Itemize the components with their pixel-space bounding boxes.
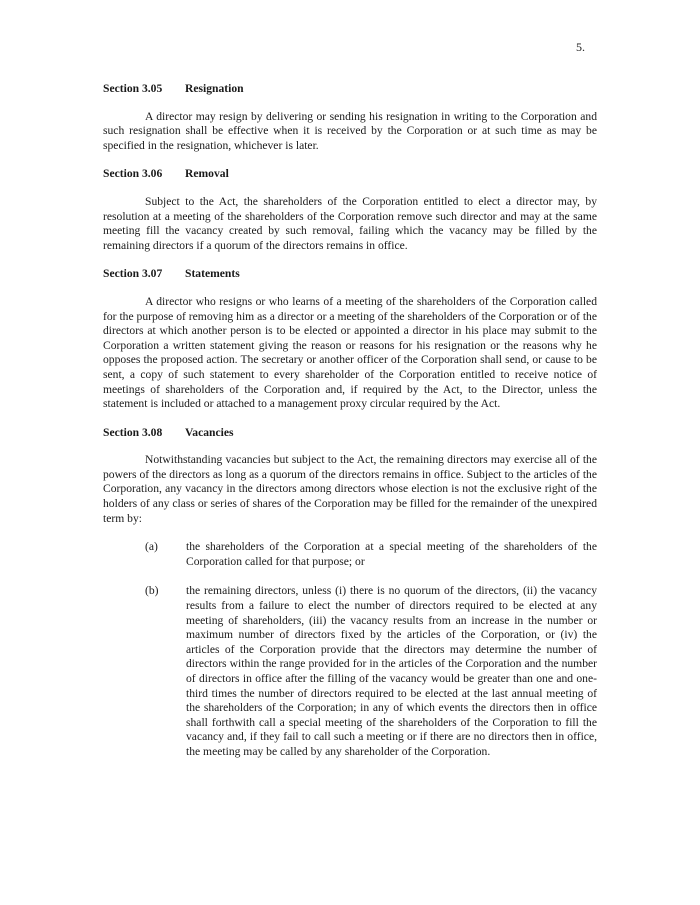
section-heading (103, 167, 597, 182)
section-3-05 (103, 82, 597, 153)
section-title: Resignation (185, 82, 244, 95)
section-title: Vacancies (185, 425, 234, 439)
page-number: 5. (576, 40, 585, 54)
section-paragraph: Subject to the Act, the shareholders of the Corporation entitled to elect a director may, by resolution at a meeting of the shareholders of the Corporation remove such director and may at the same meeting fill the vacancy created by such removal, failing which the vacancy may be filled by the remaining directors if a quorum of the directors remains in office. (103, 194, 597, 252)
section-number: Section 3.07 (103, 267, 163, 281)
list-item (103, 540, 597, 569)
section-paragraph: Notwithstanding vacancies but subject to the Act, the remaining directors may exercise all of the powers of the directors as long as a quorum of the directors remains in office. Subject to the articles of the Corporation, any vacancy in the directors among directors whose election is not the exclusive right of the holders of any class or series of shares of the Corporation may be filled for the remainder of the unexpired term by: (103, 453, 597, 525)
section-number: Section 3.08 (103, 425, 163, 439)
list-item-text: the remaining directors, unless (i) there is no quorum of the directors, (ii) the vacancy results from a failure to elect the number of directors required to be elected at any meeting of shareholders, (iii) the vacancy results from an increase in the number or maximum number of directors fixed by the articles of the Corporation, or (iv) the articles of the Corporation provide that the directors may determine the number of directors within the range provided for in the articles of the Corporation and the number of directors in office after the filling of the vacancy would be greater than one and one-third times the number of directors required to be elected at the last annual meeting of the shareholders of the Corporation; in any of which events the directors then in office shall forthwith call a special meeting of the shareholders of the Corporation to fill the vacancy and, if they fail to call such a meeting or if there are no directors then in office, the meeting may be called by any shareholder of the Corporation. (186, 584, 597, 758)
section-3-07 (103, 267, 597, 411)
section-paragraph: A director may resign by delivering or sending his resignation in writing to the Corporation and such resignation shall be effective when it is received by the Corporation or at such time as may be specified in the resignation, whichever is later. (103, 109, 597, 152)
section-title: Statements (185, 267, 240, 281)
section-title: Removal (185, 167, 229, 181)
document-body (103, 82, 597, 775)
list-item-text: the shareholders of the Corporation at a special meeting of the shareholders of the Corporation called for that purpose; or (186, 540, 597, 568)
list-item (103, 584, 597, 759)
section-heading (103, 267, 597, 282)
section-heading (103, 82, 597, 97)
section-3-06 (103, 167, 597, 253)
section-number: Section 3.06 (103, 167, 163, 181)
section-heading (103, 426, 597, 441)
section-3-08 (103, 426, 597, 760)
list-item-label: (b) (145, 584, 159, 598)
section-number: Section 3.05 (103, 82, 163, 95)
section-paragraph: A director who resigns or who learns of a meeting of the shareholders of the Corporation called for the purpose of removing him as a director or a meeting of the shareholders of the Corporation or of the directors at which another person is to be elected or appointed a director in his place may submit to the Corporation a written statement giving the reason or reasons for his resignation or the reasons why he opposes the proposed action. The secretary or another officer of the Corporation shall send, or cause to be sent, a copy of such statement to every shareholder of the Corporation entitled to receive notice of meetings of shareholders of the Corporation and, if required by the Act, to the Director, unless the statement is included or attached to a management proxy circular required by the Act. (103, 294, 597, 411)
list-item-label: (a) (145, 540, 158, 554)
